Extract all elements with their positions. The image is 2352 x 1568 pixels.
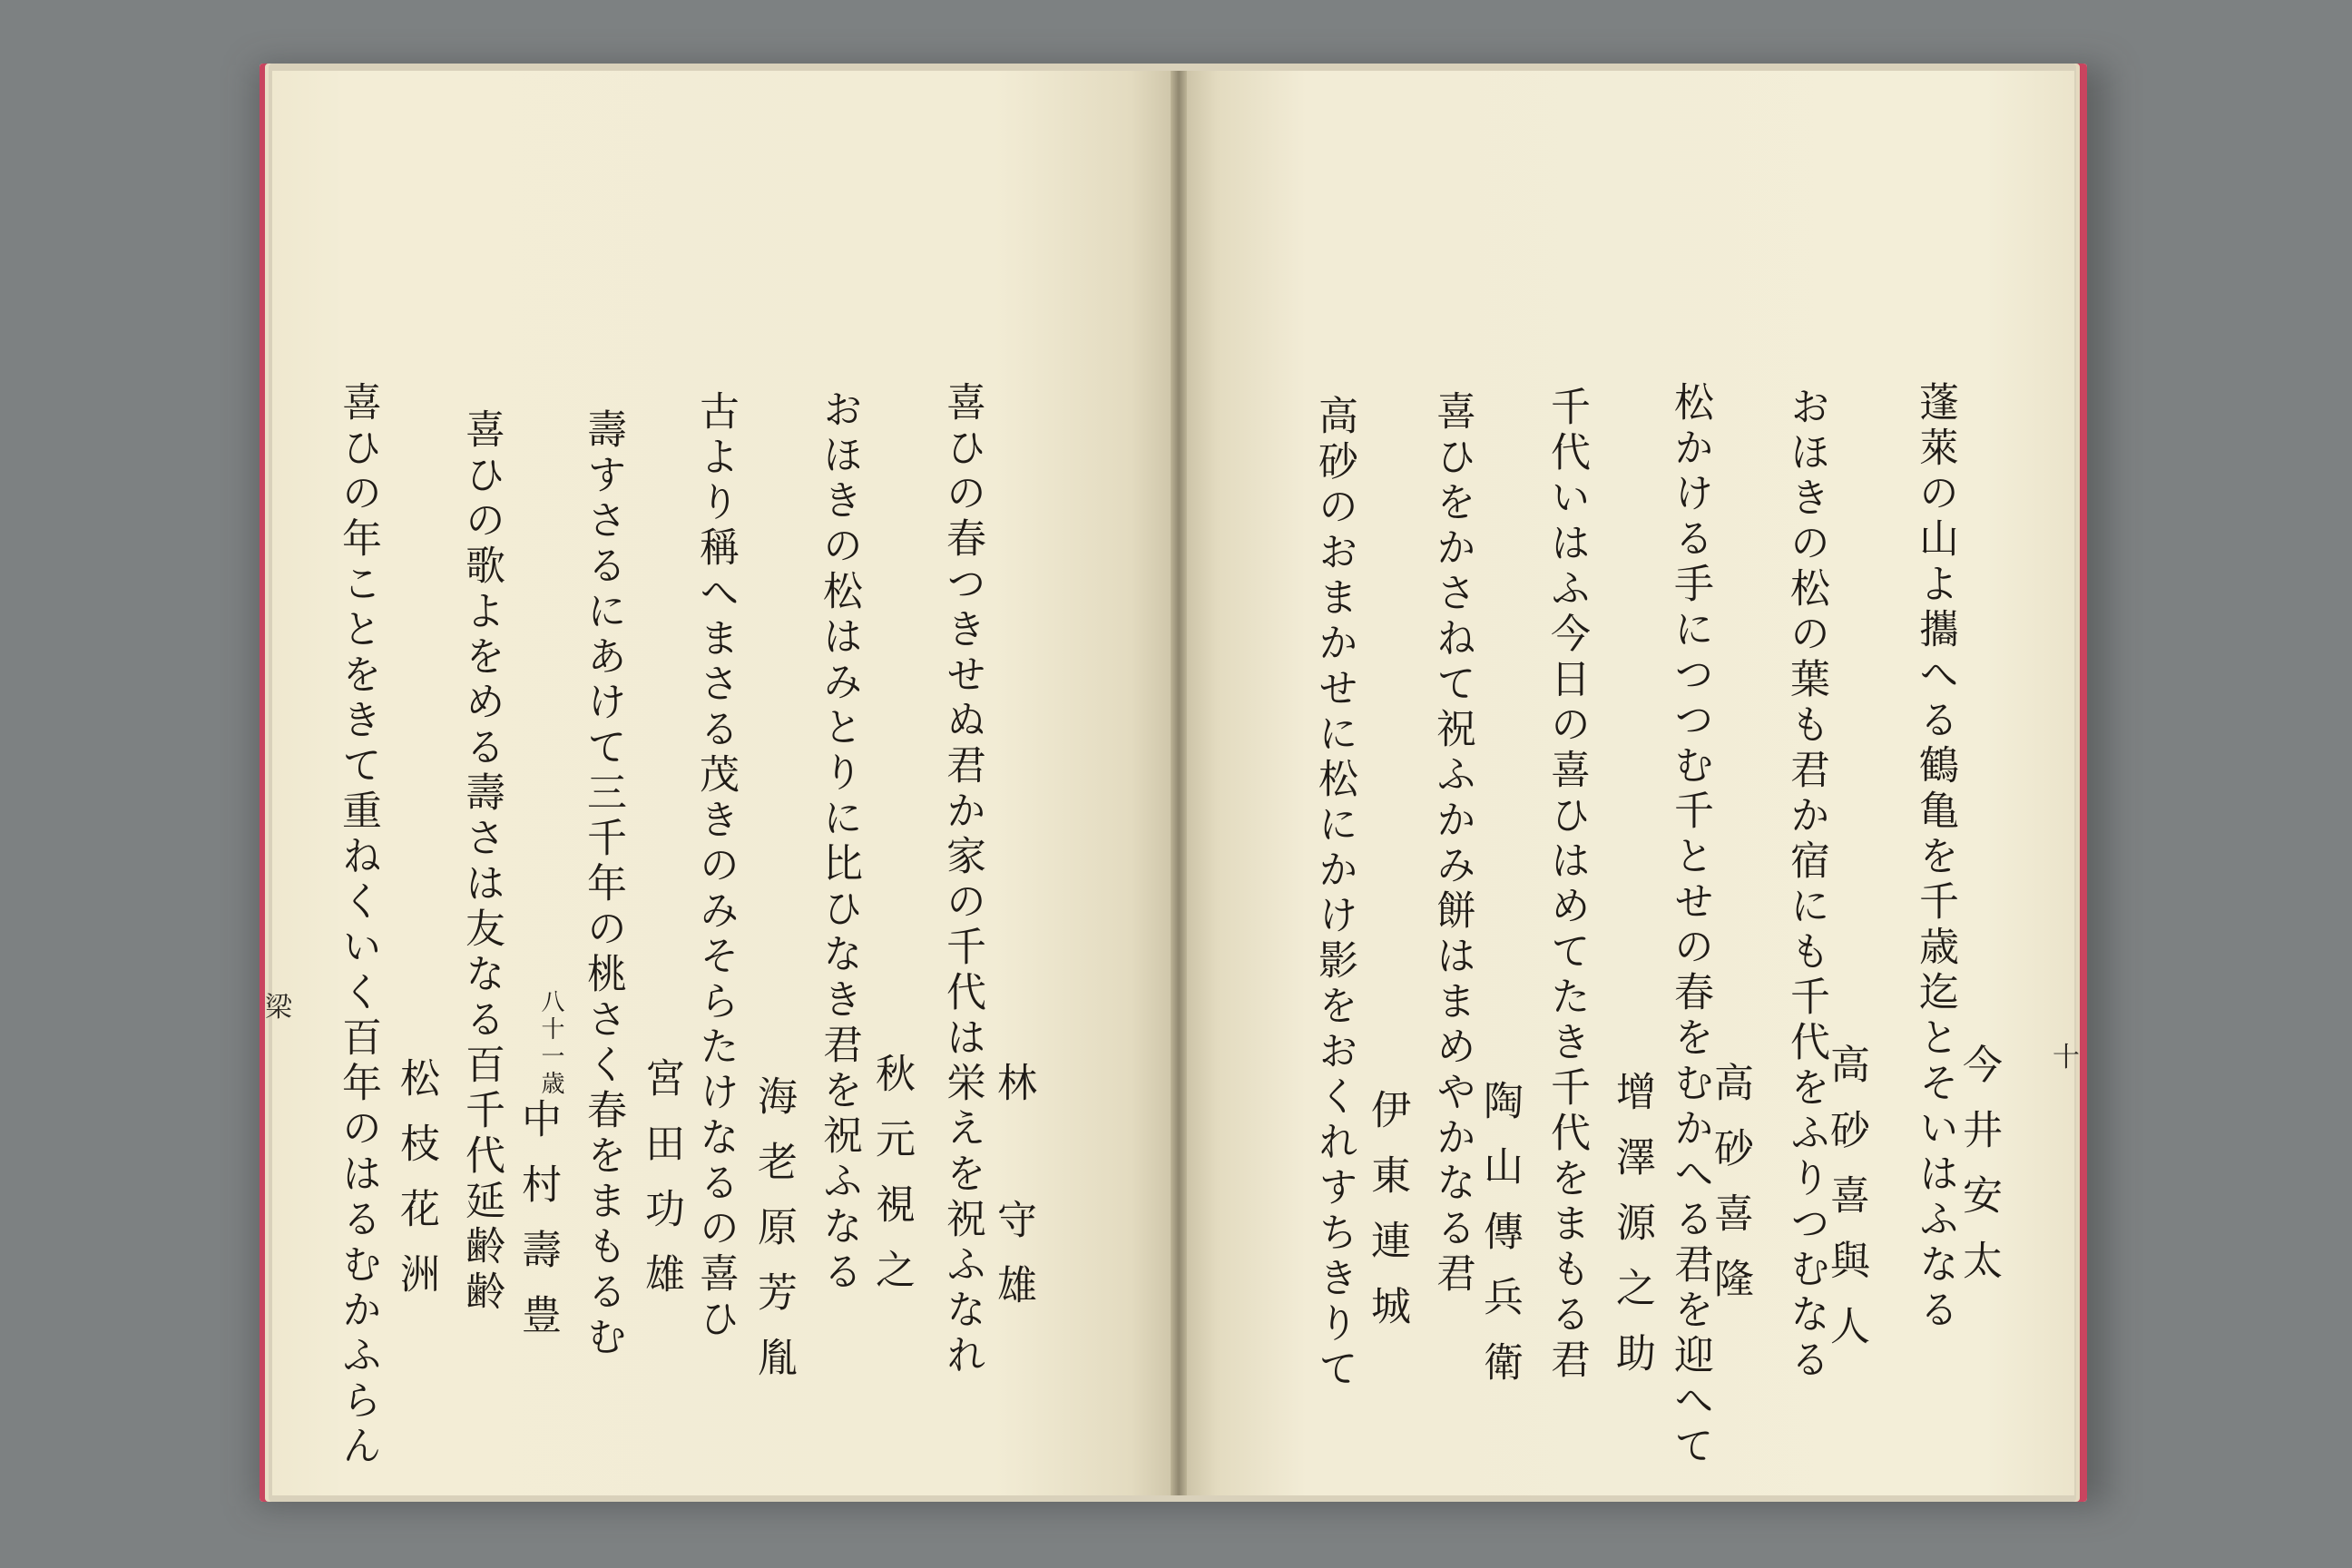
right-author-4: 增澤源之助 xyxy=(1609,1071,1655,1397)
left-poem-3: 古より稱へまさる茂きのみそらたけなるの喜ひ xyxy=(692,390,739,1343)
left-author-5: 中村壽豊 xyxy=(514,1098,561,1359)
book-gutter xyxy=(1171,71,1187,1495)
right-author-2: 高砂喜與人 xyxy=(1823,1044,1869,1370)
left-author-3: 海老原芳胤 xyxy=(750,1075,797,1402)
right-poem-1: 蓬萊の山よ攜へる鶴亀を千歳迄とそいはふなる xyxy=(1912,381,1958,1334)
right-poem-4: 千代いはふ今日の喜ひはめてたき千代をまもる君 xyxy=(1544,386,1590,1384)
right-poem-3: 松かける手につつむ千とせの春をむかへる君を迎へて xyxy=(1667,381,1713,1470)
right-poem-6: 高砂のおまかせに松にかけ影をおくれすちきりて xyxy=(1311,395,1357,1393)
left-poem-1: 喜ひの春つきせぬ君か家の千代は栄えを祝ふなれ xyxy=(939,381,985,1379)
right-author-6: 伊東連城 xyxy=(1364,1089,1410,1350)
left-author-1: 林 守雄 xyxy=(990,1062,1036,1329)
right-author-1: 今井安太 xyxy=(1955,1044,2002,1305)
right-author-3: 高砂喜隆 xyxy=(1707,1062,1753,1323)
right-author-5: 陶山傳兵衛 xyxy=(1476,1080,1523,1406)
left-page-edge-mark: 梁 xyxy=(265,992,292,1024)
left-author-6: 松枝花洲 xyxy=(393,1057,439,1318)
left-author-2: 秋元視之 xyxy=(868,1053,915,1314)
left-poem-4: 壽すさるにあけて三千年の桃さく春をまもるむ xyxy=(580,408,626,1361)
left-poem-6: 喜ひの年ことをきて重ねくいく百年のはるむかふらん xyxy=(335,381,381,1470)
right-poem-5: 喜ひをかさねて祝ふかみ餅はまめやかなる君 xyxy=(1429,390,1475,1298)
right-poem-2: おほきの松の葉も君か宿にも千代をふりつむなる xyxy=(1783,386,1829,1384)
right-page-edge-mark: 十 xyxy=(2053,1042,2080,1073)
left-poem-2: おほきの松はみとりに比ひなき君を祝ふなる xyxy=(816,388,862,1296)
left-author-4: 宮田功雄 xyxy=(638,1057,684,1318)
left-age-note: 八十一歳 xyxy=(537,989,564,1098)
left-poem-5: 喜ひの歌よをめる壽さは友なる百千代延齢齢 xyxy=(458,408,505,1316)
